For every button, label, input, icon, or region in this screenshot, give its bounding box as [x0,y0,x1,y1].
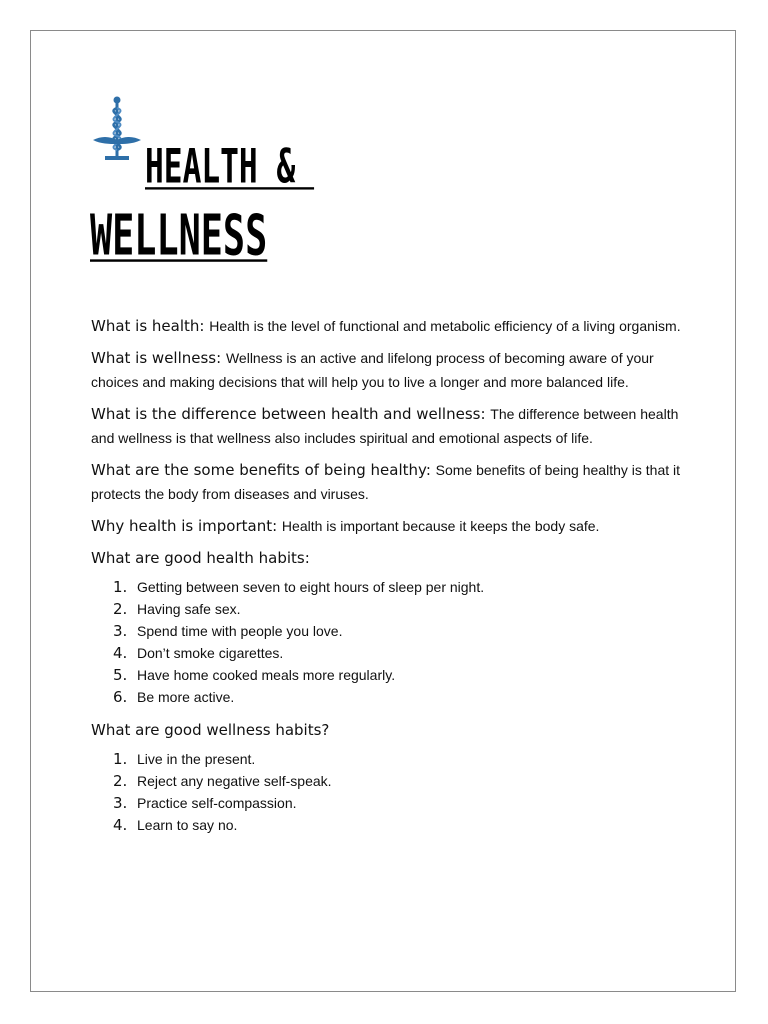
question: What is the difference between health and wellness [91,405,481,423]
answer: Some benefits of being healthy is that it protects the body from diseases and viruses. [91,462,681,502]
answer: Health is important because it keeps the body safe. [281,518,600,534]
list-number: 2. [113,772,128,790]
qa-importance [91,514,691,538]
caduceus-logo-icon [91,94,143,168]
separator: : [199,317,210,335]
qa-benefits [91,458,691,506]
list-item [91,642,691,664]
list-number: 6. [113,688,128,706]
list-text: Getting between seven to eight hours of sleep per night. [137,579,485,595]
list-item [91,664,691,686]
wellness-habits-list [91,748,691,836]
list-text: Live in the present. [137,751,256,767]
list-text: Be more active. [137,689,235,705]
document-body [91,314,691,846]
list-text: Practice self-compassion. [137,795,297,811]
qa-health [91,314,691,338]
list-number: 4. [113,644,128,662]
list-text: Spend time with people you love. [137,623,343,639]
list-item [91,814,691,836]
wellness-habits-heading: What are good wellness habits? [91,721,330,739]
separator: : [480,405,491,423]
list-item [91,770,691,792]
qa-wellness [91,346,691,394]
list-text: Reject any negative self-speak. [137,773,332,789]
answer: The difference between health and wellness is that wellness also includes spiritual and emotional aspects of life. [91,406,679,446]
list-text: Don’t smoke cigarettes. [137,645,284,661]
list-number: 5. [113,666,128,684]
question: What is health [91,317,200,335]
question: Why health is important [91,517,273,535]
list-number: 3. [113,622,128,640]
separator: : [425,461,436,479]
list-item [91,620,691,642]
list-item [91,576,691,598]
list-number: 1. [113,750,128,768]
list-item [91,748,691,770]
list-text: Learn to say no. [137,817,238,833]
separator: : [216,349,226,367]
list-text: Have home cooked meals more regularly. [137,667,396,683]
title-line-2: WELLNESS [90,202,268,268]
list-number: 4. [113,816,128,834]
qa-difference [91,402,691,450]
separator: : [272,517,282,535]
list-number: 2. [113,600,128,618]
answer: Health is the level of functional and metabolic efficiency of a living organism. [209,318,681,334]
list-number: 3. [113,794,128,812]
list-item [91,686,691,708]
list-item [91,792,691,814]
answer: Wellness is an active and lifelong process of becoming aware of your choices and making decisions that will help you to live a longer and more balanced life. [91,350,654,390]
question: What are the some benefits of being healthy [91,461,426,479]
list-text: Having safe sex. [137,601,241,617]
health-habits-heading: What are good health habits: [91,549,310,567]
health-habits-list [91,576,691,708]
list-item [91,598,691,620]
question: What is wellness [91,349,217,367]
title-line-1: HEALTH & [145,140,315,195]
list-number: 1. [113,578,128,596]
